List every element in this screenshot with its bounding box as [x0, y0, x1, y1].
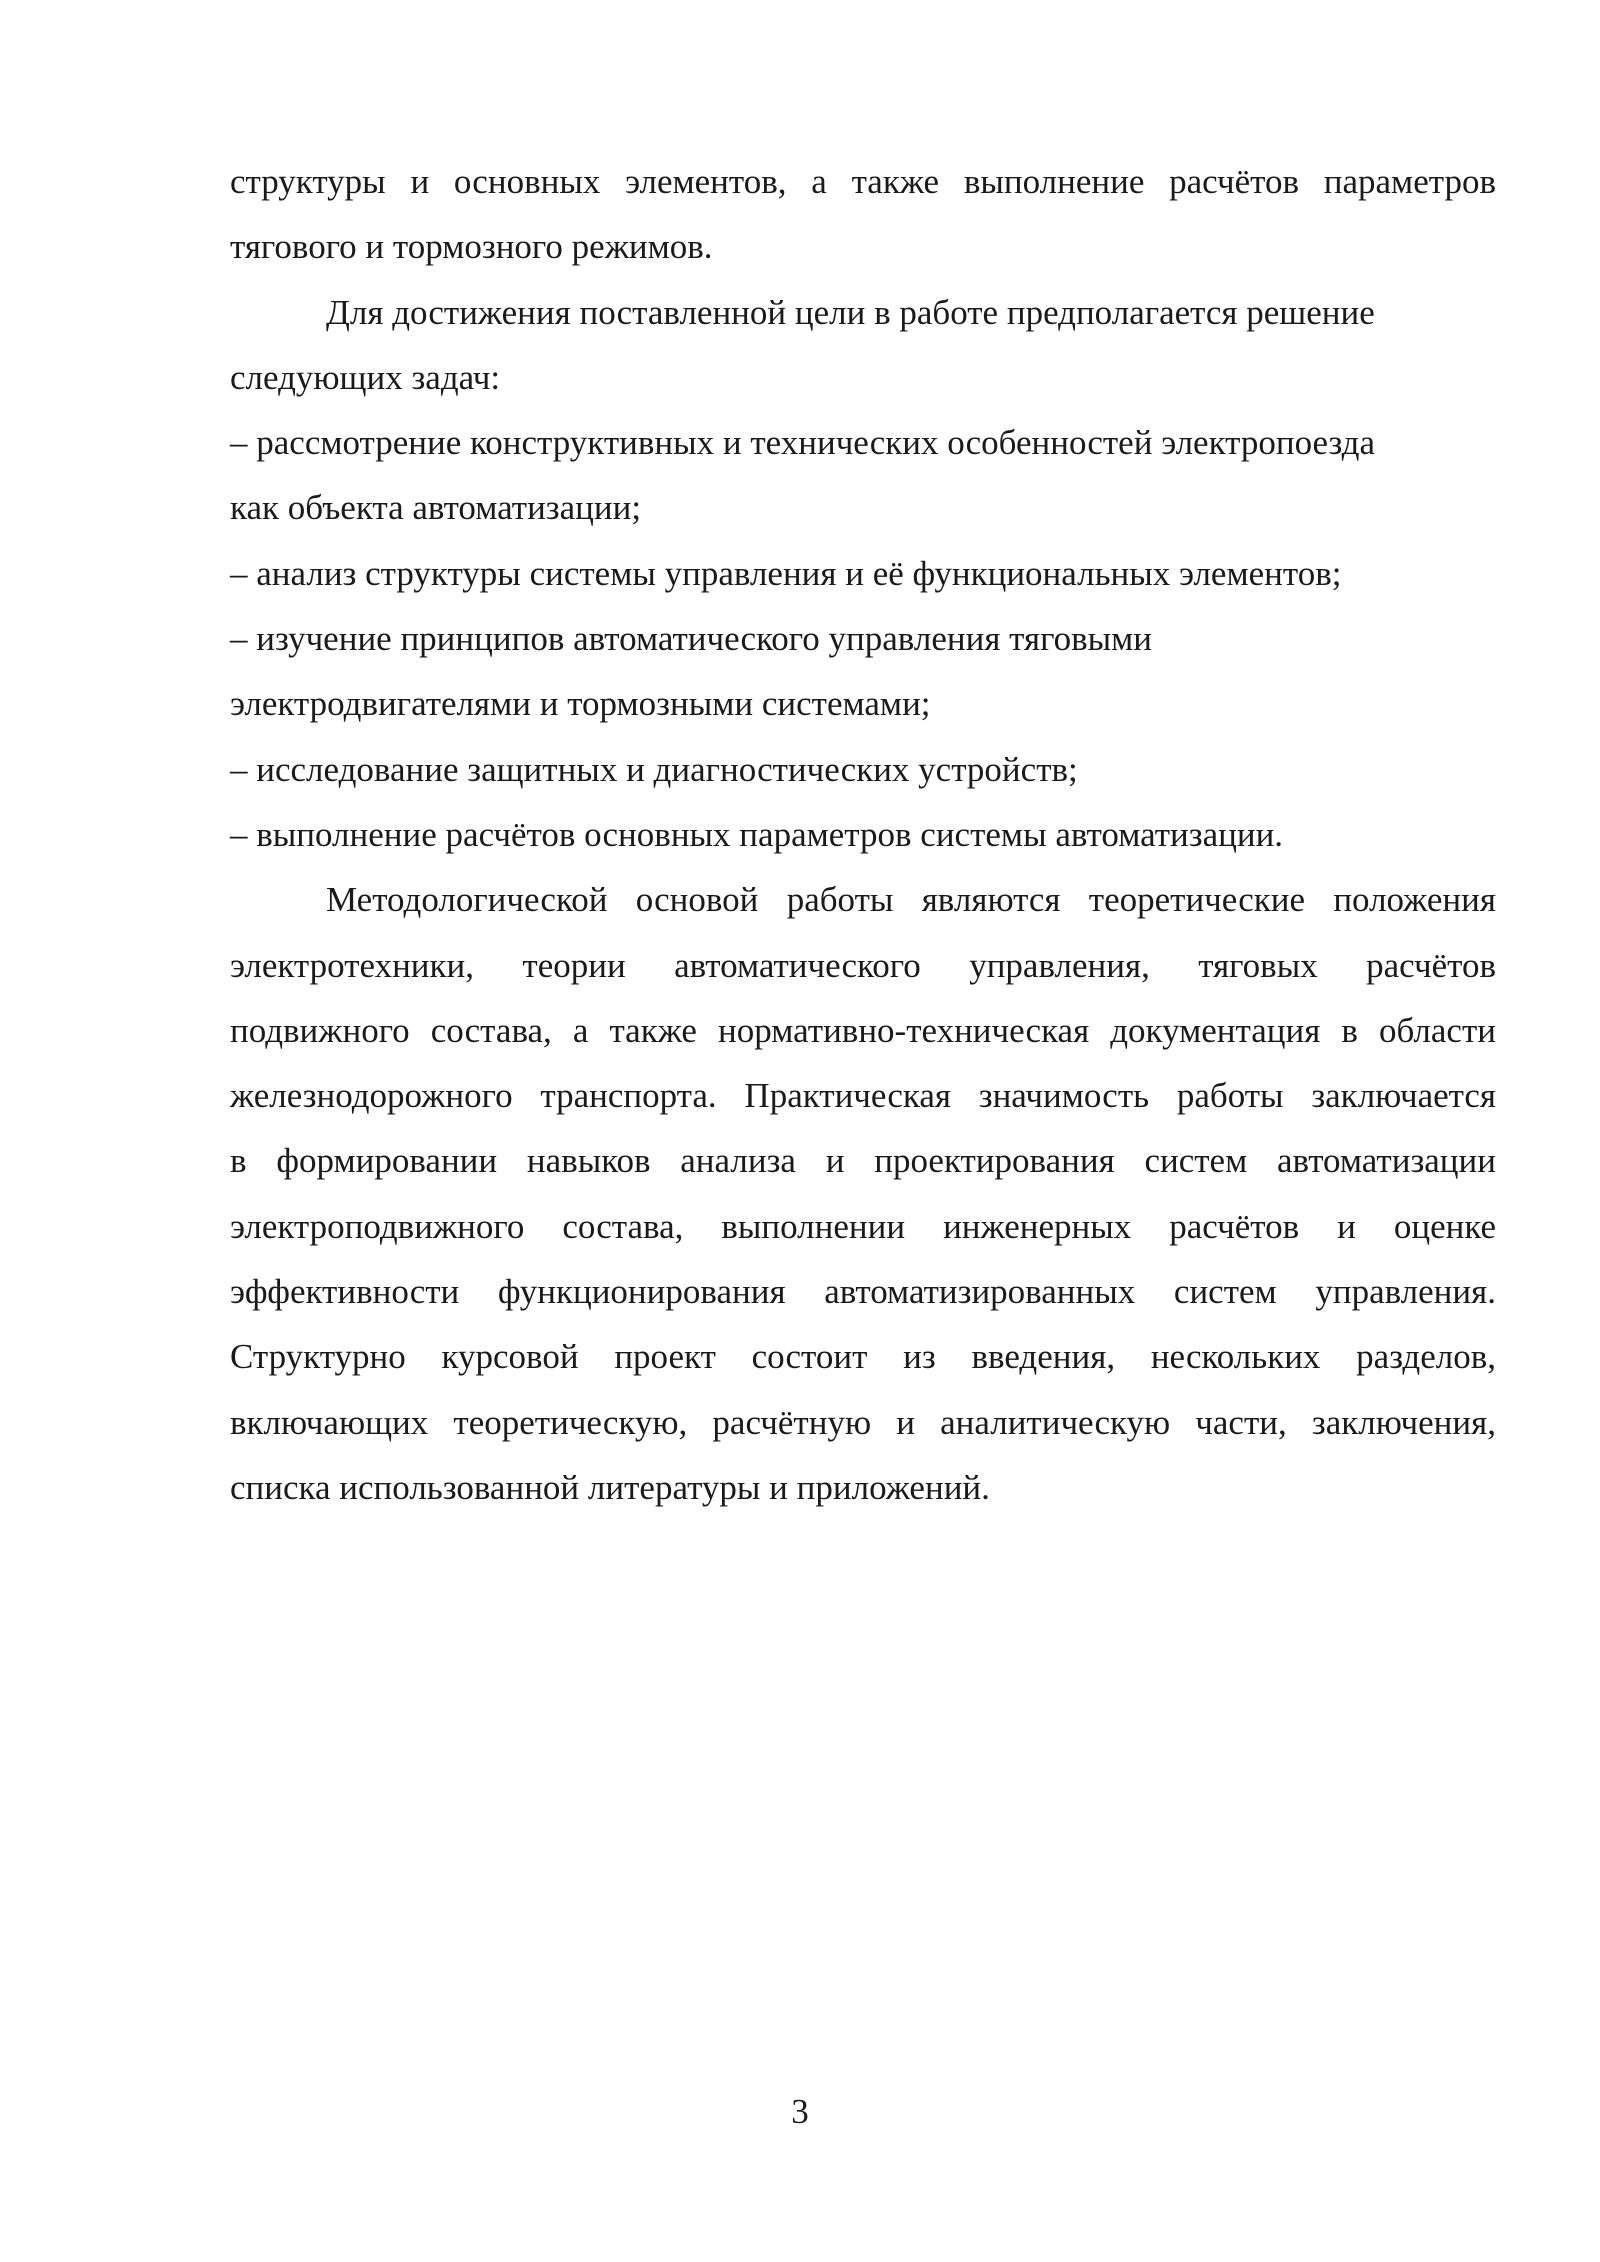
- text-line: следующих задач:: [230, 357, 501, 397]
- text-line: в формировании навыков анализа и проектирования систем автоматизации: [230, 1141, 1496, 1181]
- text-line: списка использованной литературы и приложений.: [230, 1467, 990, 1507]
- page-number: 3: [791, 2092, 809, 2131]
- list-item: – изучение принципов автоматического управления тяговыми: [230, 619, 1153, 659]
- document-body: [230, 149, 1496, 1520]
- text-line: Для достижения поставленной цели в работе предполагается решение: [326, 292, 1375, 332]
- text-line: Структурно курсовой проект состоит из введения, нескольких разделов,: [230, 1337, 1496, 1377]
- text-line: электротехники, теории автоматического управления, тяговых расчётов: [230, 945, 1496, 985]
- list-item-continuation: электродвигателями и тормозными системами;: [230, 684, 931, 724]
- text-line: электроподвижного состава, выполнении инженерных расчётов и оценке: [230, 1206, 1496, 1246]
- text-line: эффективности функционирования автоматизированных систем управления.: [230, 1272, 1496, 1312]
- paragraph-intro-continuation: [230, 149, 1496, 280]
- text-line: подвижного состава, а также нормативно-техническая документация в области: [230, 1010, 1496, 1050]
- list-item-continuation: как объекта автоматизации;: [230, 488, 642, 528]
- text-line: включающих теоретическую, расчётную и аналитическую части, заключения,: [230, 1402, 1496, 1442]
- paragraph-tasks-intro: [230, 280, 1496, 411]
- paragraph-methodology: [230, 867, 1496, 1520]
- list-item: – исследование защитных и диагностических устройств;: [230, 749, 1078, 789]
- list-item: – выполнение расчётов основных параметров системы автоматизации.: [230, 814, 1284, 854]
- list-item: – рассмотрение конструктивных и технических особенностей электропоезда: [230, 423, 1376, 463]
- text-line: тягового и тормозного режимов.: [230, 227, 713, 267]
- text-line: структуры и основных элементов, а также выполнение расчётов параметров: [230, 162, 1496, 201]
- text-line: железнодорожного транспорта. Практическая значимость работы заключается: [230, 1076, 1496, 1116]
- list-item: – анализ структуры системы управления и её функциональных элементов;: [230, 553, 1342, 593]
- tasks-list: [230, 410, 1496, 867]
- text-line: Методологической основой работы являются теоретические положения: [326, 880, 1496, 920]
